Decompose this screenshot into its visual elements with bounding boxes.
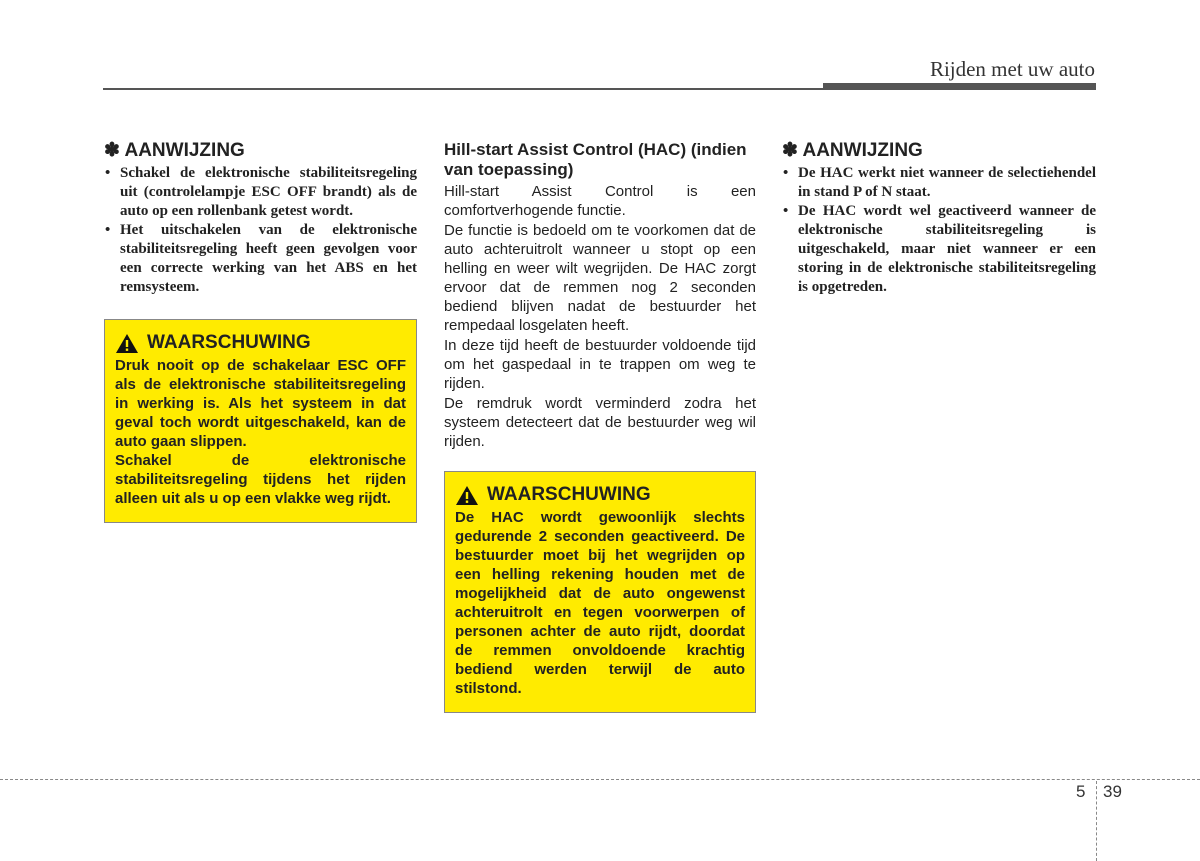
note-block — [782, 140, 1096, 297]
note-item: • De HAC werkt niet wanneer de selectiehendel in stand P of N staat. — [783, 165, 1096, 200]
bullet-icon: • — [105, 222, 111, 238]
warning-title: WAARSCHUWING — [487, 484, 651, 505]
warning-paragraph: Schakel de elektronische stabiliteitsregeling tijdens het rijden alleen uit als u op een vlakke weg rijdt. — [115, 452, 406, 507]
warning-triangle-icon — [115, 333, 139, 354]
section-title: Hill-start Assist Control (HAC) (indien van toepassing) — [444, 140, 747, 179]
body-paragraph: Hill-start Assist Control is een comfortverhogende functie. — [444, 183, 756, 219]
body-paragraph: De remdruk wordt verminderd zodra het systeem detecteert dat de bestuurder weg wil rijden. — [444, 395, 756, 450]
column-middle — [444, 140, 756, 713]
body-paragraph: De functie is bedoeld om te voorkomen dat de auto achteruitrolt wanneer u stopt op een helling en weer wilt wegrijden. De HAC zorgt ervoor dat de remmen nog 2 seconden bediend blijven nadat de bestuurder het rempedaal losgelaten heeft. — [444, 222, 756, 334]
warning-paragraph: De HAC wordt gewoonlijk slechts gedurende 2 seconden geactiveerd. De bestuurder moet bij het wegrijden op een helling rekening houden met de mogelijkheid dat de auto ongewenst achteruitrolt en tegen voorwerpen of personen achter de auto rijdt, doordat de remmen onvoldoende krachtig bediend werden terwijl de auto stilstond. — [455, 509, 745, 697]
note-list — [104, 164, 417, 297]
warning-box — [444, 471, 756, 713]
warning-box — [104, 319, 417, 523]
bullet-icon: • — [105, 165, 111, 181]
footer-rule — [0, 779, 1200, 780]
note-title: ✽ AANWIJZING — [782, 140, 923, 161]
column-left — [104, 140, 417, 523]
note-block — [104, 140, 417, 297]
chapter-number: 5 — [1076, 782, 1086, 801]
warning-header — [115, 332, 406, 354]
warning-paragraph: Druk nooit op de schakelaar ESC OFF als de elektronische stabiliteitsregeling in werking is. Als het systeem in dat geval toch wordt uitgeschakeld, kan de auto gaan slippen. — [115, 357, 406, 450]
warning-triangle-icon — [455, 485, 479, 506]
header-title: Rijden met uw auto — [929, 57, 1095, 81]
note-list — [782, 164, 1096, 297]
warning-title: WAARSCHUWING — [147, 332, 311, 353]
note-item: • Schakel de elektronische stabiliteitsregeling uit (controlelampje ESC OFF brandt) als de auto op een rollenbank getest wordt. — [105, 165, 417, 219]
bullet-icon: • — [783, 165, 789, 181]
page-number: 39 — [1103, 782, 1122, 801]
footer-divider — [1096, 781, 1097, 861]
bullet-icon: • — [783, 203, 789, 219]
note-title: ✽ AANWIJZING — [104, 140, 245, 161]
column-right — [782, 140, 1096, 297]
note-item: • De HAC wordt wel geactiveerd wanneer de elektronische stabiliteitsregeling is uitgeschakeld, maar niet wanneer er een storing in de elektronische stabiliteitsregeling is opgetreden. — [783, 203, 1096, 295]
warning-header — [455, 484, 745, 506]
body-paragraph: In deze tijd heeft de bestuurder voldoende tijd om het gaspedaal in te trappen om weg te rijden. — [444, 337, 756, 392]
header-rule — [103, 88, 1096, 90]
note-item: • Het uitschakelen van de elektronische stabiliteitsregeling heeft geen gevolgen voor een correcte werking van het ABS en het remsysteem. — [105, 222, 417, 295]
